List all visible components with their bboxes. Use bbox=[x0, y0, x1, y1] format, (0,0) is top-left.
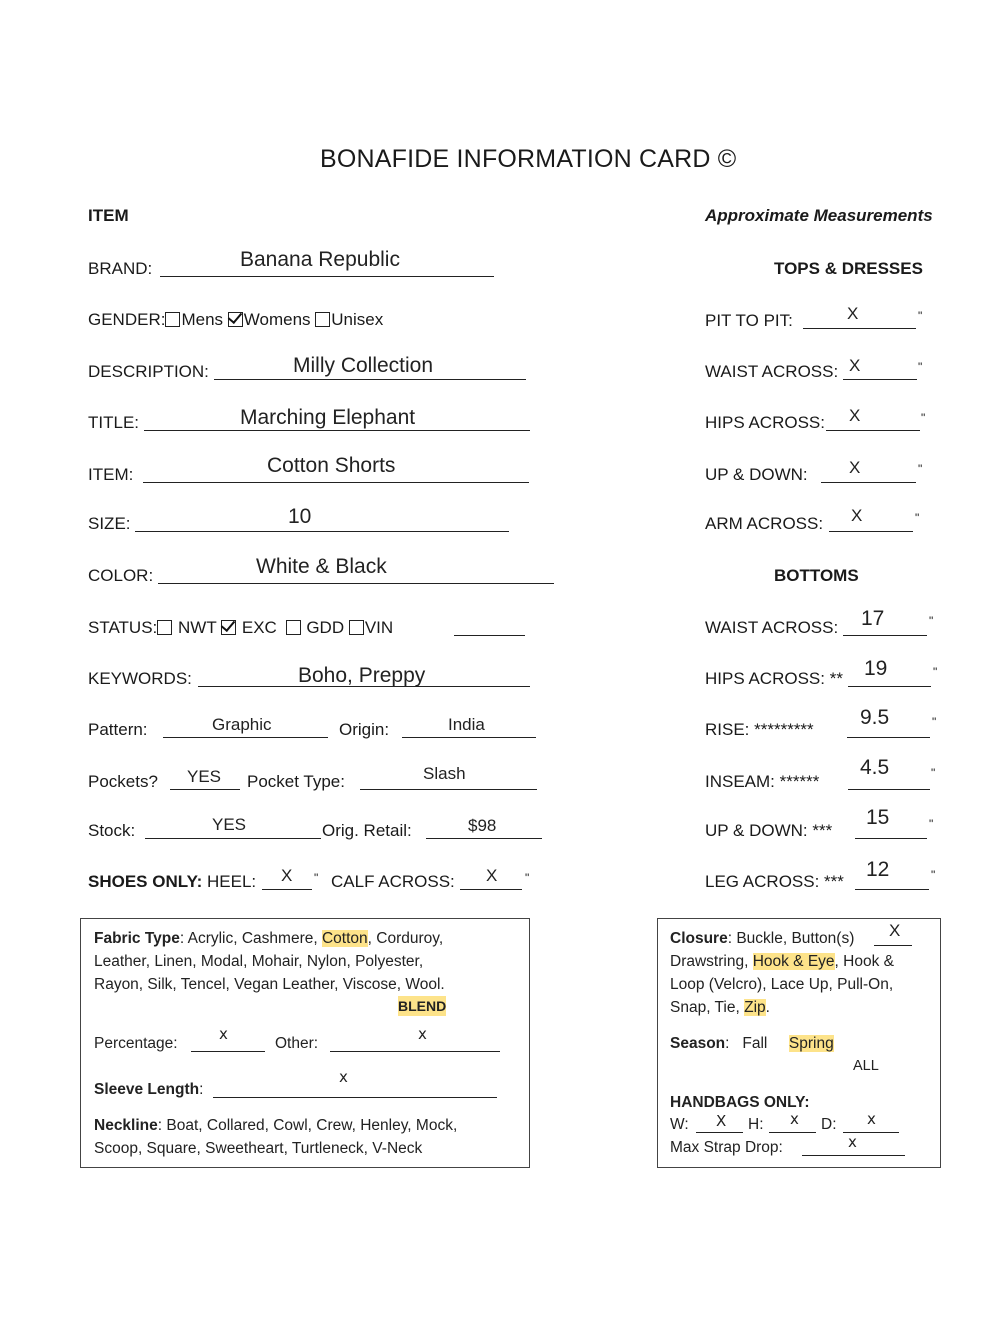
season-all: ALL bbox=[853, 1058, 879, 1074]
percentage-underline bbox=[191, 1051, 265, 1052]
bottoms-hips-label: HIPS ACROSS: ** bbox=[705, 669, 843, 688]
leg-across-value[interactable]: 12 bbox=[866, 858, 890, 881]
sleeve-length-label: Sleeve Length: bbox=[94, 1081, 204, 1098]
heel-unit: " bbox=[314, 871, 319, 885]
item-underline bbox=[143, 482, 529, 483]
heel-value[interactable]: X bbox=[281, 866, 293, 885]
pit-to-pit-underline bbox=[803, 328, 916, 329]
closure-drawstring: Drawstring, bbox=[670, 953, 753, 970]
d-label: D: bbox=[821, 1116, 837, 1133]
w-underline bbox=[696, 1132, 743, 1133]
strap-label: Max Strap Drop: bbox=[670, 1139, 783, 1156]
inseam-label: INSEAM: ****** bbox=[705, 772, 820, 791]
gender-mens-checkbox[interactable] bbox=[165, 312, 180, 327]
status-gdd-label: GDD bbox=[306, 618, 345, 637]
closure-button-value[interactable]: X bbox=[889, 921, 901, 940]
closure-line3: Loop (Velcro), Lace Up, Pull-On, bbox=[670, 976, 894, 993]
percentage-label: Percentage: bbox=[94, 1035, 178, 1052]
pattern-value[interactable]: Graphic bbox=[212, 715, 272, 734]
tops-updown-unit: " bbox=[918, 462, 923, 476]
color-label: COLOR: bbox=[88, 566, 154, 585]
item-label: ITEM: bbox=[88, 465, 134, 484]
tops-waist-underline bbox=[843, 379, 917, 380]
pit-to-pit-label: PIT TO PIT: bbox=[705, 311, 793, 330]
sleeve-length-text: Sleeve Length bbox=[94, 1081, 200, 1098]
season-fall: Fall bbox=[742, 1035, 768, 1052]
pockets-underline bbox=[170, 789, 240, 790]
status-field bbox=[88, 618, 393, 638]
closure-line2 bbox=[670, 950, 894, 973]
pocket-type-value[interactable]: Slash bbox=[423, 764, 466, 783]
h-value[interactable]: x bbox=[790, 1110, 799, 1128]
pattern-label: Pattern: bbox=[88, 720, 148, 739]
color-underline bbox=[158, 583, 554, 584]
pocket-type-label: Pocket Type: bbox=[247, 772, 345, 791]
calf-unit: " bbox=[525, 871, 530, 885]
card-title: BONAFIDE INFORMATION CARD © bbox=[320, 145, 737, 173]
tops-hips-value[interactable]: X bbox=[849, 406, 861, 425]
status-underline bbox=[454, 635, 525, 636]
stock-value[interactable]: YES bbox=[212, 815, 247, 834]
tops-heading: TOPS & DRESSES bbox=[774, 259, 923, 278]
title-label: TITLE: bbox=[88, 413, 140, 432]
keywords-label: KEYWORDS: bbox=[88, 669, 192, 688]
bottoms-hips-value[interactable]: 19 bbox=[864, 657, 888, 680]
handbags-only-label: HANDBAGS ONLY: bbox=[670, 1094, 810, 1111]
tops-hips-label: HIPS ACROSS: bbox=[705, 413, 825, 432]
origin-underline bbox=[402, 737, 536, 738]
brand-underline bbox=[160, 276, 494, 277]
bottoms-waist-unit: " bbox=[929, 614, 934, 628]
gender-unisex-checkbox[interactable] bbox=[315, 312, 330, 327]
pit-to-pit-unit: " bbox=[918, 309, 923, 323]
closure-line4 bbox=[670, 996, 770, 1019]
gender-womens-checkbox[interactable] bbox=[228, 312, 243, 327]
title-underline bbox=[144, 430, 530, 431]
rise-unit: " bbox=[932, 715, 937, 729]
fabric-list-start: : Acrylic, Cashmere, bbox=[179, 930, 322, 947]
rise-value[interactable]: 9.5 bbox=[860, 706, 890, 729]
fabric-cotton-highlight: Cotton bbox=[321, 930, 368, 947]
fabric-type-line1 bbox=[94, 927, 443, 950]
bottoms-heading: BOTTOMS bbox=[774, 566, 859, 585]
neckline-label: Neckline bbox=[94, 1117, 158, 1134]
closure-list-start: : Buckle, Button(s) bbox=[727, 930, 855, 947]
rise-label: RISE: ********* bbox=[705, 720, 814, 739]
fabric-list-cont: , Corduroy, bbox=[367, 930, 444, 947]
tops-hips-unit: " bbox=[921, 411, 926, 425]
origin-value[interactable]: India bbox=[448, 715, 485, 734]
w-value[interactable]: X bbox=[716, 1112, 727, 1130]
closure-period: . bbox=[765, 999, 770, 1016]
bottoms-waist-value[interactable]: 17 bbox=[861, 607, 885, 630]
status-exc-label: EXC bbox=[241, 618, 277, 637]
closure-label: Closure bbox=[670, 930, 728, 947]
orig-retail-value[interactable]: $98 bbox=[468, 816, 497, 835]
keywords-value[interactable]: Boho, Preppy bbox=[298, 664, 426, 687]
tops-hips-underline bbox=[826, 430, 920, 431]
d-value[interactable]: x bbox=[867, 1110, 876, 1128]
strap-underline bbox=[802, 1155, 905, 1156]
fabric-type-line3: Rayon, Silk, Tencel, Vegan Leather, Viscose, Wool. bbox=[94, 976, 445, 993]
size-label: SIZE: bbox=[88, 514, 131, 533]
w-label: W: bbox=[670, 1116, 689, 1133]
calf-value[interactable]: X bbox=[486, 866, 498, 885]
bottoms-waist-underline bbox=[843, 635, 927, 636]
description-value[interactable]: Milly Collection bbox=[293, 354, 434, 377]
status-nwt-checkbox[interactable] bbox=[157, 620, 172, 635]
leg-across-label: LEG ACROSS: *** bbox=[705, 872, 844, 891]
season-label: Season bbox=[670, 1035, 726, 1052]
tops-updown-value[interactable]: X bbox=[849, 458, 861, 477]
item-value[interactable]: Cotton Shorts bbox=[267, 454, 396, 477]
status-vin-label: VIN bbox=[364, 618, 394, 637]
description-underline bbox=[214, 379, 526, 380]
origin-label: Origin: bbox=[339, 720, 390, 739]
gender-mens-label: Mens bbox=[181, 310, 224, 329]
closure-line1 bbox=[670, 927, 854, 950]
h-label: H: bbox=[748, 1116, 764, 1133]
sleeve-underline bbox=[213, 1097, 497, 1098]
fabric-type-label: Fabric Type bbox=[94, 930, 180, 947]
orig-retail-label: Orig. Retail: bbox=[322, 821, 412, 840]
leg-across-unit: " bbox=[931, 868, 936, 882]
status-vin-checkbox[interactable] bbox=[349, 620, 364, 635]
gender-label: GENDER: bbox=[88, 310, 166, 329]
neckline-list-start: : Boat, Collared, Cowl, Crew, Henley, Mock, bbox=[157, 1117, 458, 1134]
brand-value[interactable]: Banana Republic bbox=[240, 248, 400, 271]
stock-label: Stock: bbox=[88, 821, 136, 840]
other-value[interactable]: x bbox=[418, 1025, 427, 1043]
status-exc-checkbox[interactable] bbox=[221, 620, 236, 635]
size-value[interactable]: 10 bbox=[288, 505, 312, 528]
rise-underline bbox=[847, 737, 930, 738]
status-nwt-label: NWT bbox=[178, 618, 217, 637]
season-spring-highlight: Spring bbox=[788, 1035, 834, 1052]
shoes-only-label: SHOES ONLY: bbox=[88, 872, 203, 891]
h-underline bbox=[769, 1132, 816, 1133]
pattern-underline bbox=[163, 737, 328, 738]
gender-womens-label: Womens bbox=[243, 310, 311, 329]
tops-waist-label: WAIST ACROSS: bbox=[705, 362, 839, 381]
bottoms-updown-unit: " bbox=[929, 817, 934, 831]
closure-snap-tie: Snap, Tie, bbox=[670, 999, 745, 1016]
pit-to-pit-value[interactable]: X bbox=[847, 304, 859, 323]
measurements-heading: Approximate Measurements bbox=[705, 206, 933, 225]
inseam-underline bbox=[848, 789, 930, 790]
other-underline bbox=[330, 1051, 500, 1052]
pockets-value[interactable]: YES bbox=[187, 767, 222, 786]
bottoms-updown-underline bbox=[855, 838, 927, 839]
season-row: Season: Fall Spring bbox=[670, 1035, 834, 1052]
stock-underline bbox=[145, 838, 321, 839]
leg-across-underline bbox=[855, 889, 929, 890]
bottoms-hips-underline bbox=[848, 686, 931, 687]
gender-field bbox=[88, 310, 383, 330]
status-label: STATUS: bbox=[88, 618, 158, 637]
orig-retail-underline bbox=[426, 838, 542, 839]
bottoms-waist-label: WAIST ACROSS: bbox=[705, 618, 839, 637]
status-gdd-checkbox[interactable] bbox=[286, 620, 301, 635]
brand-label: BRAND: bbox=[88, 259, 153, 278]
tops-waist-unit: " bbox=[918, 360, 923, 374]
arm-across-label: ARM ACROSS: bbox=[705, 514, 824, 533]
size-underline bbox=[135, 531, 509, 532]
closure-hook-eye-highlight: Hook & Eye bbox=[752, 953, 835, 970]
blend-highlight: BLEND bbox=[398, 998, 447, 1014]
title-value[interactable]: Marching Elephant bbox=[240, 406, 416, 429]
button-underline bbox=[874, 945, 912, 946]
closure-hook-cont: , Hook & bbox=[834, 953, 894, 970]
tops-updown-underline bbox=[821, 482, 916, 483]
color-value[interactable]: White & Black bbox=[256, 555, 387, 578]
pockets-label: Pockets? bbox=[88, 772, 158, 791]
strap-value[interactable]: x bbox=[848, 1133, 857, 1151]
sleeve-value[interactable]: x bbox=[339, 1068, 348, 1086]
item-heading: ITEM bbox=[88, 206, 129, 225]
bottoms-updown-label: UP & DOWN: *** bbox=[705, 821, 833, 840]
neckline-line2: Scoop, Square, Sweetheart, Turtleneck, V-Neck bbox=[94, 1140, 423, 1157]
bottoms-updown-value[interactable]: 15 bbox=[866, 806, 890, 829]
arm-across-unit: " bbox=[915, 511, 920, 525]
neckline-line1 bbox=[94, 1114, 457, 1137]
other-label: Other: bbox=[275, 1035, 319, 1052]
gender-unisex-label: Unisex bbox=[331, 310, 384, 329]
closure-zip-highlight: Zip bbox=[744, 999, 766, 1016]
calf-across-label: CALF ACROSS: bbox=[331, 872, 455, 891]
pocket-type-underline bbox=[360, 789, 537, 790]
calf-underline bbox=[460, 889, 522, 890]
percentage-value[interactable]: x bbox=[219, 1025, 228, 1043]
inseam-unit: " bbox=[931, 766, 936, 780]
arm-across-underline bbox=[829, 531, 913, 532]
description-label: DESCRIPTION: bbox=[88, 362, 209, 381]
tops-waist-value[interactable]: X bbox=[849, 356, 861, 375]
bottoms-hips-unit: " bbox=[933, 665, 938, 679]
tops-updown-label: UP & DOWN: bbox=[705, 465, 808, 484]
arm-across-value[interactable]: X bbox=[851, 506, 863, 525]
heel-label: HEEL: bbox=[207, 872, 257, 891]
heel-underline bbox=[262, 889, 312, 890]
inseam-value[interactable]: 4.5 bbox=[860, 756, 890, 779]
fabric-type-line2: Leather, Linen, Modal, Mohair, Nylon, Polyester, bbox=[94, 953, 424, 970]
